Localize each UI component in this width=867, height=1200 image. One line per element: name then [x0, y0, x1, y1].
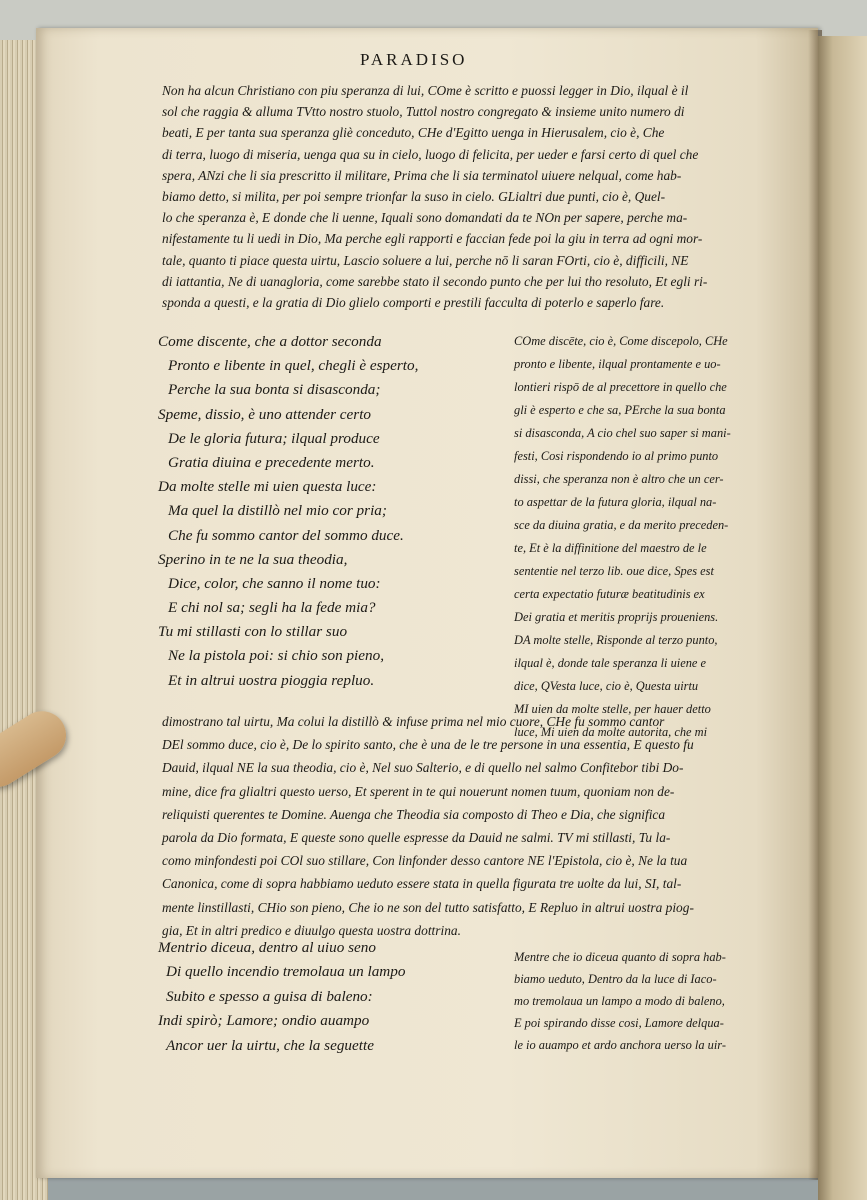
commentary-line: reliquisti querentes te Domine. Auenga che Theodia sia composto di Theo e Dia, che significa	[162, 806, 666, 822]
commentary-line: nifestamente tu li uedi in Dio, Ma perche egli rapporti e faccian fede poi la giu in terra ad ogni mor-	[162, 231, 703, 247]
verse-line: Tu mi stillasti con lo stillar suo	[158, 623, 348, 641]
commentary-line: mente linstillasti, CHio son pieno, Che io ne son del tutto satisfatto, E Repluo in altrui uostra piog-	[162, 899, 694, 915]
gloss-line: lontieri rispō de al precettore in quello che	[514, 380, 727, 394]
gloss-line: dice, QVesta luce, cio è, Questa uirtu	[514, 679, 699, 693]
gloss-line: festi, Cosi rispondendo io al primo punto	[514, 449, 719, 463]
gloss-line: Dei gratia et meritis proprijs proueniens.	[514, 610, 719, 624]
verse-line: Mentrio diceua, dentro al uiuo seno	[158, 939, 376, 956]
verse-line: Dice, color, che sanno il nome tuo:	[168, 574, 381, 592]
verse-line: Gratia diuina e precedente merto.	[168, 453, 375, 471]
commentary-line: beati, E per tanta sua speranza gliè conceduto, CHe d'Egitto uenga in Hierusalem, cio è, Che	[162, 125, 665, 141]
commentary-line: mine, dice fra glialtri questo uerso, Et sperent in te qui nouerunt nomen tuum, quoniam non de-	[162, 783, 675, 799]
commentary-line: parola da Dio formata, E queste sono quelle espresse da Dauid ne salmi. TV mi stillasti, Tu la-	[162, 829, 671, 845]
verse-line: Ne la pistola poi: si chio son pieno,	[168, 647, 384, 665]
gloss-line: E poi spirando disse cosi, Lamore delqua-	[514, 1016, 724, 1030]
commentary-block-mid	[162, 710, 762, 942]
gloss-line: si disasconda, A cio chel suo saper si mani-	[514, 426, 731, 440]
gloss-block-1	[514, 330, 770, 744]
verse-line: Come discente, che a dottor seconda	[158, 333, 382, 350]
commentary-line: DEl sommo duce, cio è, De lo spirito santo, che è una de le tre persone in una essentia, E questo fu	[162, 737, 694, 753]
verse-line: Ma quel la distillò nel mio cor pria;	[168, 502, 387, 520]
gloss-line: sce da diuina gratia, e da merito preceden-	[514, 518, 729, 532]
verse-line: Subito e spesso a guisa di baleno:	[166, 987, 373, 1005]
facing-page-edge	[818, 36, 867, 1200]
commentary-line: como minfondesti poi COl suo stillare, Con linfonder desso cantore NE l'Epistola, cio è, Ne la tua	[162, 853, 688, 869]
gloss-line: DA molte stelle, Risponde al terzo punto,	[514, 633, 718, 647]
commentary-line: Non ha alcun Christiano con piu speranza di lui, COme è scritto e puossi legger in Dio, ilqual è il	[162, 83, 689, 98]
gloss-line: Mentre che io diceua quanto di sopra hab-	[514, 950, 726, 964]
verse-line: Ancor uer la uirtu, che la seguette	[166, 1036, 374, 1054]
verse-block-2	[158, 936, 508, 1058]
commentary-line: gia, Et in altri predico e diuulgo questa uostra dottrina.	[162, 922, 461, 938]
gloss-line: le io auampo et ardo anchora uerso la uir-	[514, 1038, 726, 1052]
verse-line: Da molte stelle mi uien questa luce:	[158, 478, 377, 496]
gloss-line: certa expectatio futuræ beatitudinis ex	[514, 587, 705, 601]
verse-line: Et in altrui uostra pioggia repluo.	[168, 671, 375, 689]
running-head: PARADISO	[360, 50, 468, 69]
verse-line: Perche la sua bonta si disasconda;	[168, 381, 381, 399]
gloss-line: sententie nel terzo lib. oue dice, Spes est	[514, 564, 714, 578]
commentary-line: di iattantia, Ne di uanagloria, come sarebbe stato il secondo punto che per lui tho resoluto, Et egli ri-	[162, 273, 708, 289]
gloss-line: to aspettar de la futura gloria, ilqual na-	[514, 495, 717, 509]
commentary-line: tale, quanto ti piace questa uirtu, Lascio soluere a lui, perche nō li saran FOrti, cio è, difficili, NE	[162, 252, 689, 268]
verse-line: De le gloria futura; ilqual produce	[168, 429, 380, 447]
verse-line: Speme, dissio, è uno attender certo	[158, 405, 372, 423]
gloss-line: mo tremolaua un lampo a modo di baleno,	[514, 994, 725, 1008]
commentary-line: Dauid, ilqual NE la sua theodia, cio è, Nel suo Salterio, e di quello nel salmo Confitebor tibi Do-	[162, 760, 684, 776]
commentary-line: dimostrano tal uirtu, Ma colui la distillò & infuse prima nel mio cuore, CHe fu sommo cantor	[162, 714, 665, 729]
commentary-line: biamo detto, si milita, per poi sempre trionfar la suso in cielo. GLialtri due punti, cio è, Quel-	[162, 188, 666, 204]
commentary-line: sponda a questi, e la gratia di Dio glielo comporti e prestili facculta di poterlo e saperlo fare.	[162, 294, 665, 310]
verse-line: Di quello incendio tremolaua un lampo	[166, 963, 406, 981]
verse-line: Sperino in te ne la sua theodia,	[158, 550, 348, 568]
commentary-line: di terra, luogo di miseria, uenga qua su in cielo, luogo di felicita, per ueder e farsi certo di quel che	[162, 146, 699, 162]
gloss-line: ilqual è, donde tale speranza li uiene e	[514, 656, 707, 670]
gloss-line: luce, Mi uien da molte autorita, che mi	[514, 725, 708, 739]
commentary-block-top	[162, 80, 762, 313]
verse-block-1	[158, 330, 508, 693]
gloss-line: pronto e libente, ilqual prontamente e uo-	[514, 357, 721, 371]
verse-line: E chi nol sa; segli ha la fede mia?	[168, 599, 376, 617]
gloss-line: biamo ueduto, Dentro da la luce di Iaco-	[514, 972, 717, 986]
commentary-line: sol che raggia & alluma TVtto nostro stuolo, Tuttol nostro congregato & insieme unito numero di	[162, 104, 685, 120]
verse-line: Indi spirò; Lamore; ondio auampo	[158, 1012, 370, 1030]
gloss-line: dissi, che speranza non è altro che un cer-	[514, 472, 724, 486]
verse-line: Pronto e libente in quel, chegli è esperto,	[168, 357, 419, 375]
commentary-line: lo che speranza è, E donde che li uenne, Iquali sono domandati da te NOn per sapere, perche ma-	[162, 210, 688, 226]
gloss-line: te, Et è la diffinitione del maestro de le	[514, 541, 707, 555]
commentary-line: spera, ANzi che li sia prescritto il militare, Prima che li sia terminatol uiuere nelqual, come hab-	[162, 167, 682, 183]
gloss-block-2	[514, 946, 770, 1056]
gloss-line: COme discēte, cio è, Come discepolo, CHe	[514, 334, 728, 348]
gloss-line: MI uien da molte stelle, per hauer detto	[514, 702, 711, 716]
commentary-line: Canonica, come di sopra habbiamo ueduto essere stata in quella figurata tre uolte da lui, SI, tal-	[162, 876, 682, 892]
verse-line: Che fu sommo cantor del sommo duce.	[168, 526, 404, 544]
gloss-line: gli è esperto e che sa, PErche la sua bonta	[514, 403, 726, 417]
